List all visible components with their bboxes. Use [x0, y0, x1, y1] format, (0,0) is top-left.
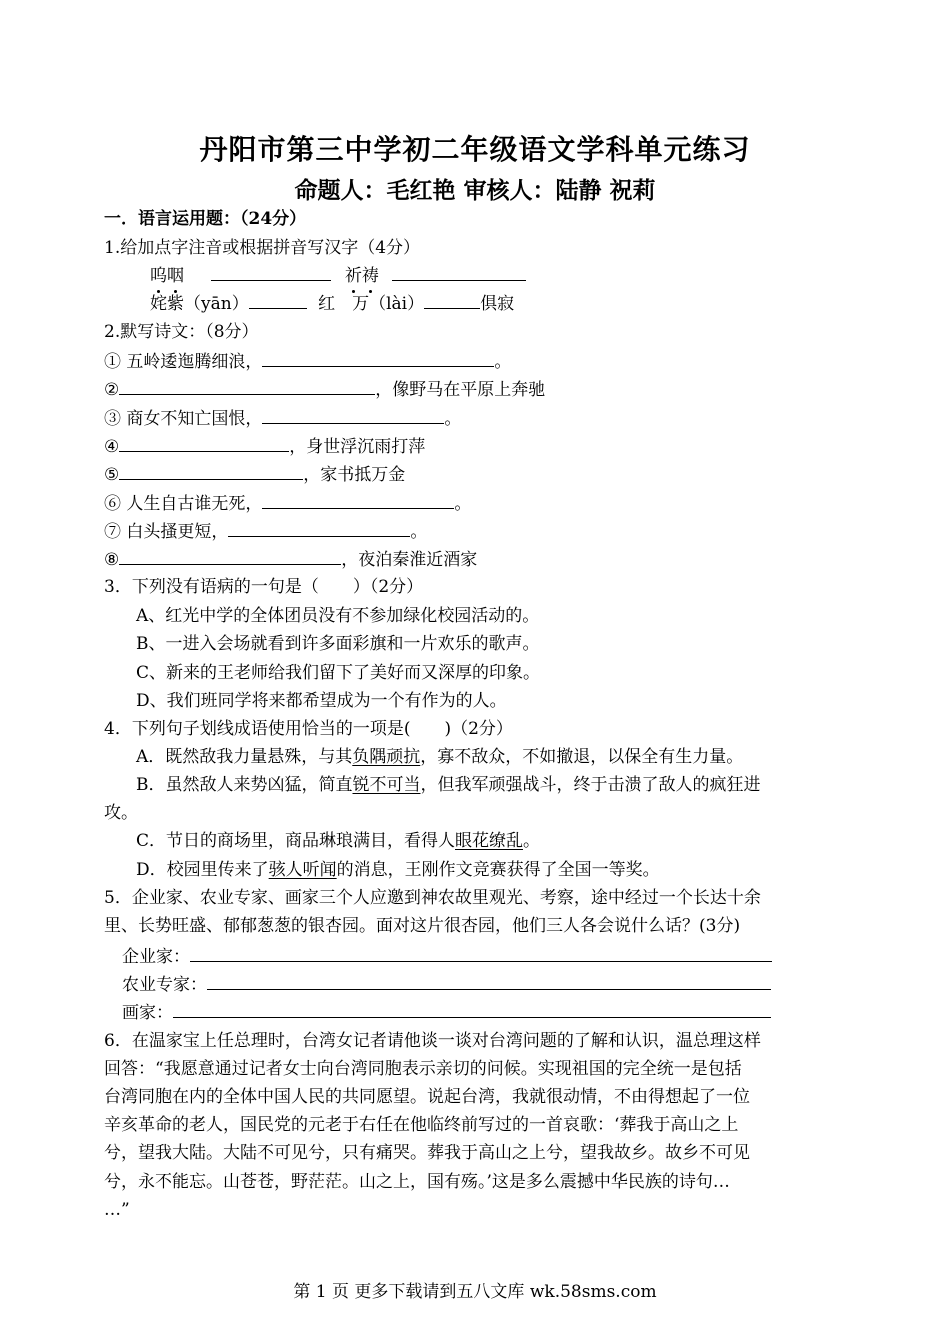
q2-line: ④ ，身世浮沉雨打萍	[104, 437, 426, 457]
dotted-char: 祈	[344, 266, 362, 286]
answer-blank[interactable]	[119, 378, 375, 395]
q2-line: ③ 商女不知亡国恨， 。	[104, 409, 462, 429]
answer-blank[interactable]	[392, 264, 526, 281]
q1-item-text: 红 万（lài）	[318, 294, 425, 314]
answer-blank[interactable]	[119, 463, 303, 480]
q4-option-a: A．既然敌我力量悬殊，与其负隅顽抗，寡不敌众，不如撤退，以保全有生力量。	[136, 747, 744, 767]
underlined-idiom: 眼花缭乱	[455, 831, 524, 851]
q5-answer-painter: 画家：	[122, 1001, 771, 1024]
section-heading: 一．语言运用题：（24分）	[104, 209, 307, 229]
q4-option-b-cont: 攻。	[104, 803, 138, 823]
q5-line: 5．企业家、农业专家、画家三个人应邀到神农故里观光、考察，途中经过一个长达十余	[104, 888, 761, 908]
q2-line: ⑥ 人生自古谁无死， 。	[104, 494, 472, 514]
answer-blank[interactable]	[228, 520, 410, 537]
answer-blank[interactable]	[262, 492, 454, 509]
q2-line: ① 五岭逶迤腾细浪， 。	[104, 352, 512, 372]
q2-line: ⑦ 白头搔更短， 。	[104, 522, 428, 542]
page-subtitle: 命题人：毛红艳 审核人：陆静 祝莉	[294, 177, 656, 204]
answer-blank[interactable]	[173, 1001, 771, 1018]
q4-option-c: C．节日的商场里，商品琳琅满目，看得人眼花缭乱。	[136, 831, 541, 851]
q5-line: 里、长势旺盛、郁郁葱葱的银杏园。面对这片很杏园，他们三人各会说什么话？(3分)	[104, 916, 741, 936]
answer-blank[interactable]	[262, 350, 494, 367]
q1-stem: 1.给加点字注音或根据拼音写汉字（4分）	[104, 238, 421, 258]
q5-answer-agronomist: 农业专家：	[122, 973, 771, 996]
dotted-char: 呜	[150, 266, 167, 286]
answer-blank[interactable]	[424, 292, 480, 309]
q1-item-text: 姹紫（yān）	[150, 294, 249, 314]
q2-stem: 2.默写诗文：（8分）	[104, 322, 259, 342]
q6-line: 台湾同胞在内的全体中国人民的共同愿望。说起台湾，我就很动情，不由得想起了一位	[104, 1087, 750, 1107]
q6-line: 6．在温家宝上任总理时，台湾女记者请他谈一谈对台湾问题的了解和认识，温总理这样	[104, 1031, 761, 1051]
underlined-idiom: 骇人听闻	[268, 860, 337, 880]
q6-line: 回答：“我愿意通过记者女士向台湾同胞表示亲切的问候。实现祖国的完全统一是包括	[104, 1059, 742, 1079]
answer-blank[interactable]	[262, 407, 444, 424]
q2-line: ⑧ ，夜泊秦淮近酒家	[104, 550, 478, 570]
page-title: 丹阳市第三中学初二年级语文学科单元练习	[199, 133, 751, 166]
q1-item-text: 俱寂	[480, 294, 515, 314]
q6-line: 兮，永不能忘。山苍苍，野茫茫。山之上，国有殇。’这是多么震撼中华民族的诗句…	[104, 1172, 730, 1192]
q6-line: 辛亥革命的老人，国民党的元老于右任在他临终前写过的一首哀歌：‘葬我于高山之上	[104, 1115, 739, 1135]
dotted-char: 祷	[361, 266, 379, 286]
q1-hanzi-row	[150, 292, 514, 315]
answer-blank[interactable]	[119, 435, 289, 452]
page-footer: 第 1 页 更多下载请到五八文库 wk.58sms.com	[293, 1282, 657, 1302]
answer-blank[interactable]	[207, 973, 771, 990]
q2-line: ② ，像野马在平原上奔驰	[104, 380, 546, 400]
q2-line: ⑤ ，家书抵万金	[104, 465, 406, 485]
q3-option-d: D、我们班同学将来都希望成为一个有作为的人。	[136, 691, 507, 711]
q4-stem: 4．下列句子划线成语使用恰当的一项是( )（2分）	[104, 719, 513, 739]
dotted-char: 咽	[167, 266, 184, 286]
answer-blank[interactable]	[119, 548, 341, 565]
q3-option-a: A、红光中学的全体团员没有不参加绿化校园活动的。	[136, 606, 540, 626]
underlined-idiom: 锐不可当	[352, 775, 421, 795]
q5-answer-entrepreneur: 企业家：	[122, 945, 772, 968]
q6-line: 兮，望我大陆。大陆不可见兮，只有痛哭。葬我于高山之上兮，望我故乡。故乡不可见	[104, 1143, 750, 1163]
q1-pinyin-row	[150, 264, 526, 287]
q3-stem: 3．下列没有语病的一句是（ ）（2分）	[104, 577, 424, 597]
q6-line: …”	[104, 1200, 130, 1220]
q4-option-d: D．校园里传来了骇人听闻的消息，王刚作文竞赛获得了全国一等奖。	[136, 860, 660, 880]
answer-blank[interactable]	[190, 945, 772, 962]
answer-blank[interactable]	[249, 292, 307, 309]
q4-option-b: B．虽然敌人来势凶猛，简直锐不可当，但我军顽强战斗，终于击溃了敌人的疯狂进	[136, 775, 761, 795]
answer-blank[interactable]	[211, 264, 331, 281]
q3-option-b: B、一进入会场就看到许多面彩旗和一片欢乐的歌声。	[136, 634, 540, 654]
underlined-idiom: 负隅顽抗	[352, 747, 421, 767]
q3-option-c: C、新来的王老师给我们留下了美好而又深厚的印象。	[136, 663, 541, 683]
